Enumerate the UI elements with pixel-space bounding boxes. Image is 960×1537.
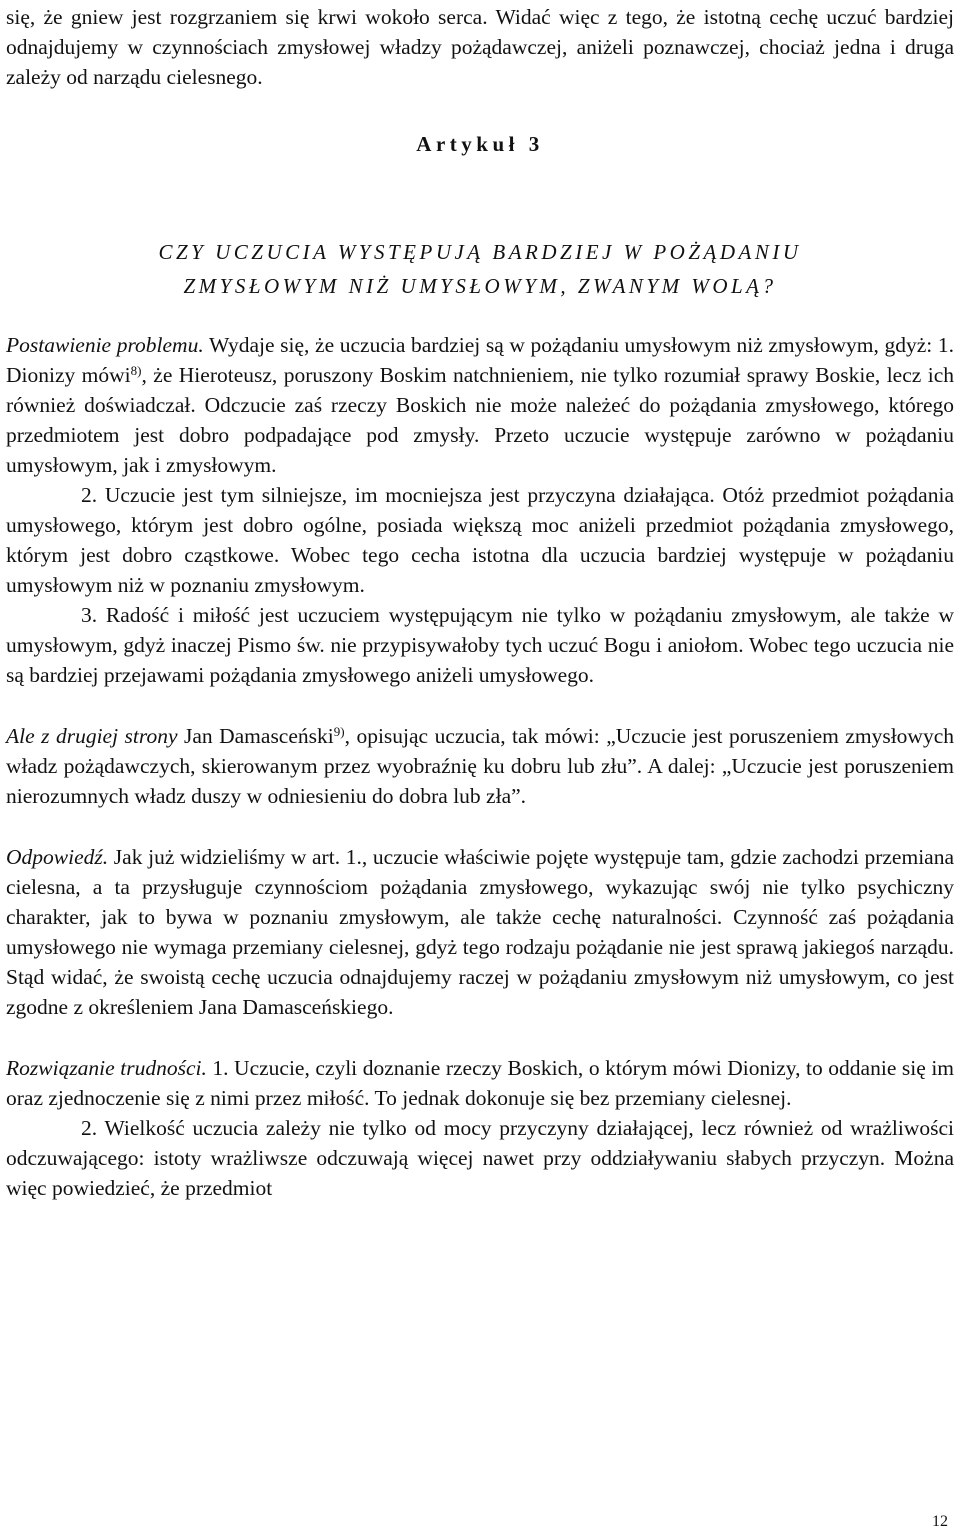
footnote-ref-8: 8) (130, 363, 142, 378)
answer-label: Odpowiedź. (6, 845, 109, 869)
solution-paragraph-2: 2. Wielkość uczucia zależy nie tylko od mocy przyczyny działającej, lecz również od wrażliwości odczuwającego: istoty wrażliwsze odczuwają więcej nawet przy oddziaływaniu słabych przyczyn. Można więc powiedzieć, że przedmiot (6, 1116, 954, 1200)
document-page (6, 0, 954, 1203)
solutions-section (6, 1053, 954, 1203)
answer-text: Jak już widzieliśmy w art. 1., uczucie właściwie pojęte występuje tam, gdzie zachodzi przemiana cielesna, a ta przysługuje czynnościom pożądania zmysłowego, wykazując swój nie tylko psychiczny charakter, jak to bywa w poznaniu zmysłowym, ale także cechę naturalności. Czynność zaś pożądania umysłowego nie wymaga przemiany cielesnej, gdyż tego rodzaju pożądanie nie jest sprawą jakiegoś narządu. Stąd widać, że swoistą cechę uczucia odnajdujemy raczej w pożądaniu zmysłowym niż umysłowym, co jest zgodne z określeniem Jana Damasceńskiego. (6, 845, 954, 1019)
answer-paragraph (6, 842, 954, 1022)
solutions-label: Rozwiązanie trudności. (6, 1056, 207, 1080)
article-heading: Artykuł 3 (416, 132, 544, 156)
page-number: 12 (932, 1513, 948, 1530)
problem-paragraph-1 (6, 330, 954, 480)
contra-paragraph (6, 721, 954, 811)
article-question (6, 235, 954, 303)
solution-paragraph-1 (6, 1053, 954, 1113)
problem-text-a: Wydaje się, że uczucia bardziej są w pożądaniu umysłowym niż zmysłowym, gdyż: 1. Dionizy mówi (6, 333, 954, 387)
solution-text-1: 1. Uczucie, czyli doznanie rzeczy Boskich, o którym mówi Dionizy, to oddanie się im oraz zjednoczenie się z nimi przez miłość. To jednak dokonuje się bez przemiany cielesnej. (6, 1056, 955, 1110)
problem-paragraph-3: 3. Radość i miłość jest uczuciem występującym nie tylko w pożądaniu zmysłowym, ale także w umysłowym, gdyż inaczej Pismo św. nie przypisywałoby tych uczuć Bogu i aniołom. Wobec tego uczucia nie są bardziej przejawami pożądania zmysłowego aniżeli umysłowego. (6, 603, 954, 687)
question-line-2: ZMYSŁOWYM NIŻ UMYSŁOWYM, ZWANYM WOLĄ? (183, 274, 777, 298)
problem-paragraph-2: 2. Uczucie jest tym silniejsze, im mocniejsza jest przyczyna działająca. Otóż przedmiot pożądania umysłowego, którym jest dobro ogólne, posiada większą moc aniżeli przedmiot pożądania zmysłowego, którym jest dobro cząstkowe. Wobec tego cecha istotna dla uczucia bardziej występuje w pożądaniu umysłowym niż w poznaniu zmysłowym. (6, 483, 954, 597)
intro-paragraph: się, że gniew jest rozgrzaniem się krwi wokoło serca. Widać więc z tego, że istotną cechę uczuć bardziej odnajdujemy w czynnościach zmysłowej władzy pożądawczej, aniżeli poznawczej, chociaż jedna i druga zależy od narządu cielesnego. (6, 5, 954, 89)
contra-label: Ale z drugiej strony (6, 724, 178, 748)
problem-section (6, 330, 954, 690)
problem-text-b: , że Hieroteusz, poruszony Boskim natchnieniem, nie tylko rozumiał sprawy Boskie, lecz ich również doświadczał. Odczucie zaś rzeczy Boskich nie może należeć do pożądania zmysłowego, którego przedmiotem jest dobro podpadające pod zmysły. Przeto uczucie występuje zarówno w pożądaniu umysłowym, jak i zmysłowym. (6, 363, 954, 477)
footnote-ref-9: 9) (333, 724, 345, 739)
contra-text-a: Jan Damasceński (177, 724, 334, 748)
problem-label: Postawienie problemu. (6, 333, 204, 357)
question-line-1: CZY UCZUCIA WYSTĘPUJĄ BARDZIEJ W POŻĄDANIU (158, 240, 802, 264)
contra-text-b: , opisując uczucia, tak mówi: „Uczucie jest poruszeniem zmysłowych władz pożądawczych, skierowanym przez wyobraźnię ku dobru lub złu”. A dalej: „Uczucie jest poruszeniem nierozumnych władz duszy w odniesieniu do dobra lub zła”. (6, 724, 954, 808)
